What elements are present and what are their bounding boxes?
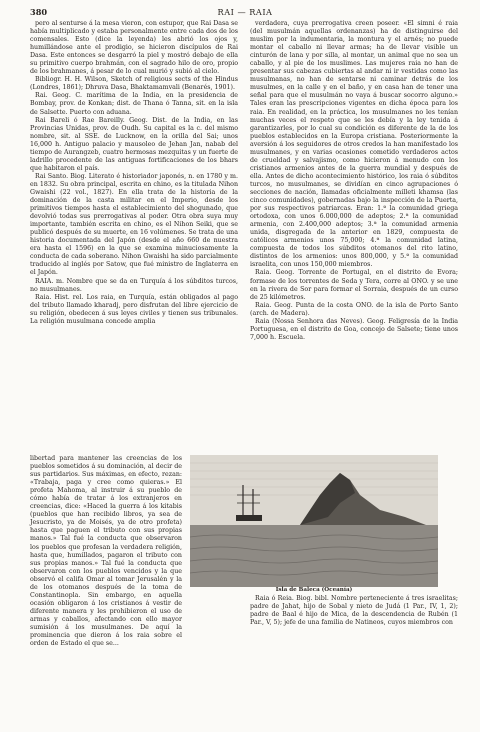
entry-rai-bareli: Rai Bareli ó Rae Bareilly. Geog. Dist. de la India, en las Provincias Unidas, prov. de Oudh. Su capital es la c. del mismo nombre, sit. al SSE. de Lucknow, en la orilla del Sai; unos 16,000 h. Antiguo palacio y mausoleo de Jehan Jan, nabab del tiempo de Aurangzeb, cuatro hermosas mezquitas y un fuerte de ladrillo procedente de las antiguas fortificaciones de los bhars que habitaron el país. xyxy=(30,116,238,172)
paragraph: verdadera, cuya prerrogativa creen poseer. «El simni é raia (del musulmán aquellas ordenanzas) ha de distinguirse del muslim por la indumentaria, la montura y el arnés; no puede montar el caballo ni llevar armas; ha de llevar visible un cinturón de lana y por silla, al montar, un animal que no sea un caballo, y al pie de los muslimes. Las mujeres raia no han de presentar sus cabezas cubiertas al andar ni ir vestidas como las musulmanas, no han de sentarse ni caminar detrás de los musulmes, en la calle y en el baño, y en casa han de tener una señal para que el musulmán no vaya á buscar socorro alguno.» Tales eran las prescripciones vigentes en dicha época para los raia. En realidad, en la práctica, los musulmanes no les tenían muchas veces el respeto que se les debía y la ley tenida á garantizarles, por lo cual su condición es diferente de la de los pueblos establecidos en la Europa cristiana. Posteriormente la aversión á los seguidores de otros credos la han manifestado los musulmanes, y en varias ocasiones cometido verdaderos actos de crueldad y salvajismo, como hicieron á menudo con los cristianos armenios antes de la guerra mundial y después de ella. Antes de dicho acontecimiento histórico, los raia ó súbditos turcos, no musulmanes, se dividían en cinco agrupaciones ó secciones de nación, llamadas oficialmente milleti khamsa (las cinco comunidades), gobernadas bajo la inspección de la Puerta, por sus respectivos patriarcas. Eran: 1.ª la comunidad griega ortodoxa, con unos 6.000,000 de adeptos; 2.ª la comunidad armenia, con 2.400,000 adeptos; 3.ª la comunidad armenia unida, disgregada de la anterior en 1829, compuesta de católicos armenios unos 75,000; 4.ª la comunidad latina, compuesta de todos los súbditos otomanos del rito latino, distintos de los armenios: unos 800,000, y 5.ª la comunidad israelita, con unos 150,000 miembros. xyxy=(250,20,458,269)
entry-rai-santo: Rai Santo. Biog. Literato é historiador japonés, n. en 1780 y m. en 1832. Su obra principal, escrita en chino, es la titulada Nihon Gwaishi (22 vol., 1827). En ella trata de la historia de la dominación de la casta militar en el Imperio, desde los primitivos tiempos hasta el establecimiento del shogunado, que devolvió todas sus prerrogativas al poder. Otra obra suya muy importante, también escrita en chino, es el Nihon Seiki, que se publicó después de su muerte, en 16 volúmenes. Se trata de una historia documentada del Japón (desde el año 660 de nuestra era hasta el 1596) en la que se examina minuciosamente la conducta de cada soberano. Nihon Gwaishi ha sido parcialmente traducido al inglés por Satow, que fué ministro de Inglaterra en el Japón. xyxy=(30,172,238,277)
entry-raia-definition: RAIA. m. Nombre que se da en Turquía á los súbditos turcos, no musulmanes. xyxy=(30,277,238,293)
bottom-right-column xyxy=(250,595,458,627)
left-column xyxy=(30,20,238,326)
entry-rai: Rai. Geog. C. marítima de la India, en la presidencia de Bombay, prov. de Konkan; dist. de Thana ó Tanna, sit. en la isla de Salsette. Puerto con aduana. xyxy=(30,92,238,116)
entry-raia-torrent: Raia. Geog. Torrente de Portugal, en el distrito de Evora; formase de los torrentes de Seda y Tera, corre al ONO. y se une en la rivera de Sor para formar el Sorraia, después de un curso de 25 kilómetros. xyxy=(250,269,458,301)
paragraph: libertad para mantener las creencias de los pueblos sometidos á su dominación, al decir de sus partidarios. Sus máximas, en efecto, rezan: «Trabaja, paga y cree como quieras.» El profeta Mahoma, al instruir á su pueblo de cómo había de tratar á los extranjeros en creencias, dice: «Haced la guerra á los kitabis (pueblos que han recibido libros, ya sea de Jesucristo, ya de Moisés, ya de otro profeta) hasta que paguen el tributo con sus propias manos.» Tal fué la conducta que observaron los pueblos que profesan la verdadera religión, hasta que, humillados, pagaron el tributo con sus propias manos.» Tal fué la conducta que observaron con los pueblos vencidos y la que observó el califa Omar al tomar Jerusalén y la de los otomanos después de la toma de Constantinopla. Sin embargo, en aquella ocasión obligaron á los cristianos á vestir de diferente manera y les prohibieron el uso de armas y caballos, afectando con ello mayor sumisión á los musulmanes. De aquí la prominencia que dieron á los raia sobre el orden de Estado el que se... xyxy=(30,455,182,648)
entry-raia-biography: Raia ó Reia. Biog. bibl. Nombre perteneciente á tres israelitas; padre de Jahat, hijo de Sobal y nieto de Judá (1 Par., IV, 1, 2); padre de Baal é hijo de Mica, de la descendencia de Rubén (1 Par., V, 5); jefe de una familia de Natineos, cuyos miembros con xyxy=(250,595,458,627)
entry-raia-parish: Raia (Nossa Senhora das Neves). Geog. Feligresía de la India Portuguesa, en el distrito de Goa, concejo de Salsete; tiene unos 7,000 h. Escuela. xyxy=(250,317,458,341)
entry-raia-point: Raia. Geog. Punta de la costa ONO. de la isla de Porto Santo (arch. de Madera). xyxy=(250,301,458,317)
page-number: 380 xyxy=(30,7,48,17)
right-column xyxy=(250,20,458,342)
entry-raia-history: Raia. Hist. rel. Los raia, en Turquía, están obligados al pago del tributo llamado kharadj, pero disfrutan del libre ejercicio de su religión, obedecen á sus leyes civiles y tienen sus tribunales. La religión musulmana concede amplia xyxy=(30,293,238,325)
page-header xyxy=(30,7,460,19)
wrap-column xyxy=(30,455,182,648)
island-engraving xyxy=(190,455,438,587)
island-illustration xyxy=(190,455,438,587)
paragraph: pero al senturse á la mesa vieron, con estupor, que Rai Dasa se había multiplicado y estaba personalmente entre cada dos de los comensales. Esto (dice la leyenda) les abrió los ojos y, humillándose ante el prodigio, se hicieron discípulos de Rai Dasa. Este entonces se desgarró la piel y mostró debajo de ella su primitivo cuerpo brahmán, con el sagrado hilo de oro, propio de los brahmanes, á pesar de lo cual murió y subió al cielo. xyxy=(30,20,238,76)
page-title: RAI — RAIA xyxy=(217,7,273,17)
figure-caption: Isla de Baleca (Oceanía) xyxy=(275,587,353,593)
bibliography: Bibliogr. H. H. Wilson, Sketch of religious sects of the Hindus (Londres, 1861); Dhruva Dasa, Bhaktamamvali (Benarés, 1901). xyxy=(30,76,238,92)
